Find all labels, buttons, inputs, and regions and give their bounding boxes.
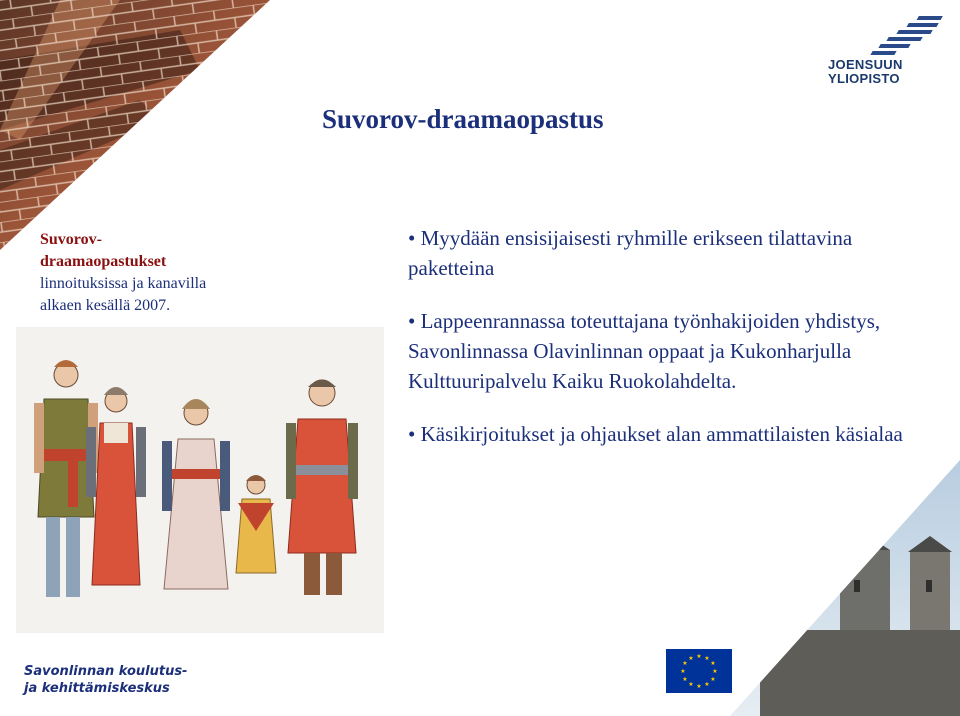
- bullet-text-2: Lappeenrannassa toteuttajana työnhakijoiden yhdistys, Savonlinnassa Olavinlinnan oppaat ja Kukonharjulla Kulttuuripalvelu Kaiku Ruokolahdelta.: [408, 309, 881, 393]
- svg-text:★: ★: [704, 681, 710, 688]
- caption-text-1: linnoituksissa ja kanavilla: [40, 275, 207, 292]
- svg-text:★: ★: [688, 655, 694, 662]
- footer-line-2: ja kehittämiskeskus: [24, 681, 170, 696]
- bullet-text-1: Myydään ensisijaisesti ryhmille erikseen tilattavina paketteina: [408, 226, 853, 280]
- costume-illustration: [16, 327, 384, 633]
- logo-mark-icon: [828, 14, 956, 58]
- brick-wall-photo: [0, 0, 300, 260]
- svg-text:★: ★: [704, 655, 710, 662]
- logo-line-2: YLIOPISTO: [828, 71, 900, 86]
- eu-flag-icon: [666, 649, 732, 693]
- svg-text:★: ★: [682, 676, 688, 683]
- slide-title: Suvorov-draamaopastus: [322, 104, 604, 134]
- university-logo: [828, 14, 956, 90]
- bullet-item: • Myydään ensisijaisesti ryhmille erikseen tilattavina paketteina: [408, 226, 853, 280]
- svg-text:★: ★: [712, 668, 718, 675]
- bullet-item: • Käsikirjoitukset ja ohjaukset alan ammattilaisten käsialaa: [408, 422, 903, 446]
- caption-heading-1: Suvorov-: [40, 231, 102, 248]
- bullet-item: • Lappeenrannassa toteuttajana työnhakijoiden yhdistys, Savonlinnassa Olavinlinnan oppaat ja Kukonharjulla Kulttuuripalvelu Kaiku Ruokolahdelta.: [408, 309, 881, 393]
- bullet-text-3: Käsikirjoitukset ja ohjaukset alan ammattilaisten käsialaa: [420, 422, 903, 446]
- svg-text:★: ★: [680, 668, 686, 675]
- caption-heading-2: draamaopastukset: [40, 253, 167, 270]
- svg-text:★: ★: [696, 653, 702, 660]
- logo-wordmark: [828, 58, 903, 86]
- caption-text-2: alkaen kesällä 2007.: [40, 297, 171, 314]
- svg-text:★: ★: [682, 660, 688, 667]
- svg-text:★: ★: [710, 676, 716, 683]
- sidebar-caption: [40, 229, 280, 317]
- footer-line-1: Savonlinnan koulutus-: [24, 664, 188, 679]
- svg-text:★: ★: [710, 660, 716, 667]
- svg-text:★: ★: [696, 683, 702, 690]
- svg-text:★: ★: [688, 681, 694, 688]
- castle-photo: [730, 460, 960, 716]
- logo-line-1: JOENSUUN: [828, 57, 903, 72]
- bullet-list: [408, 223, 928, 472]
- footer-organization: [24, 663, 187, 697]
